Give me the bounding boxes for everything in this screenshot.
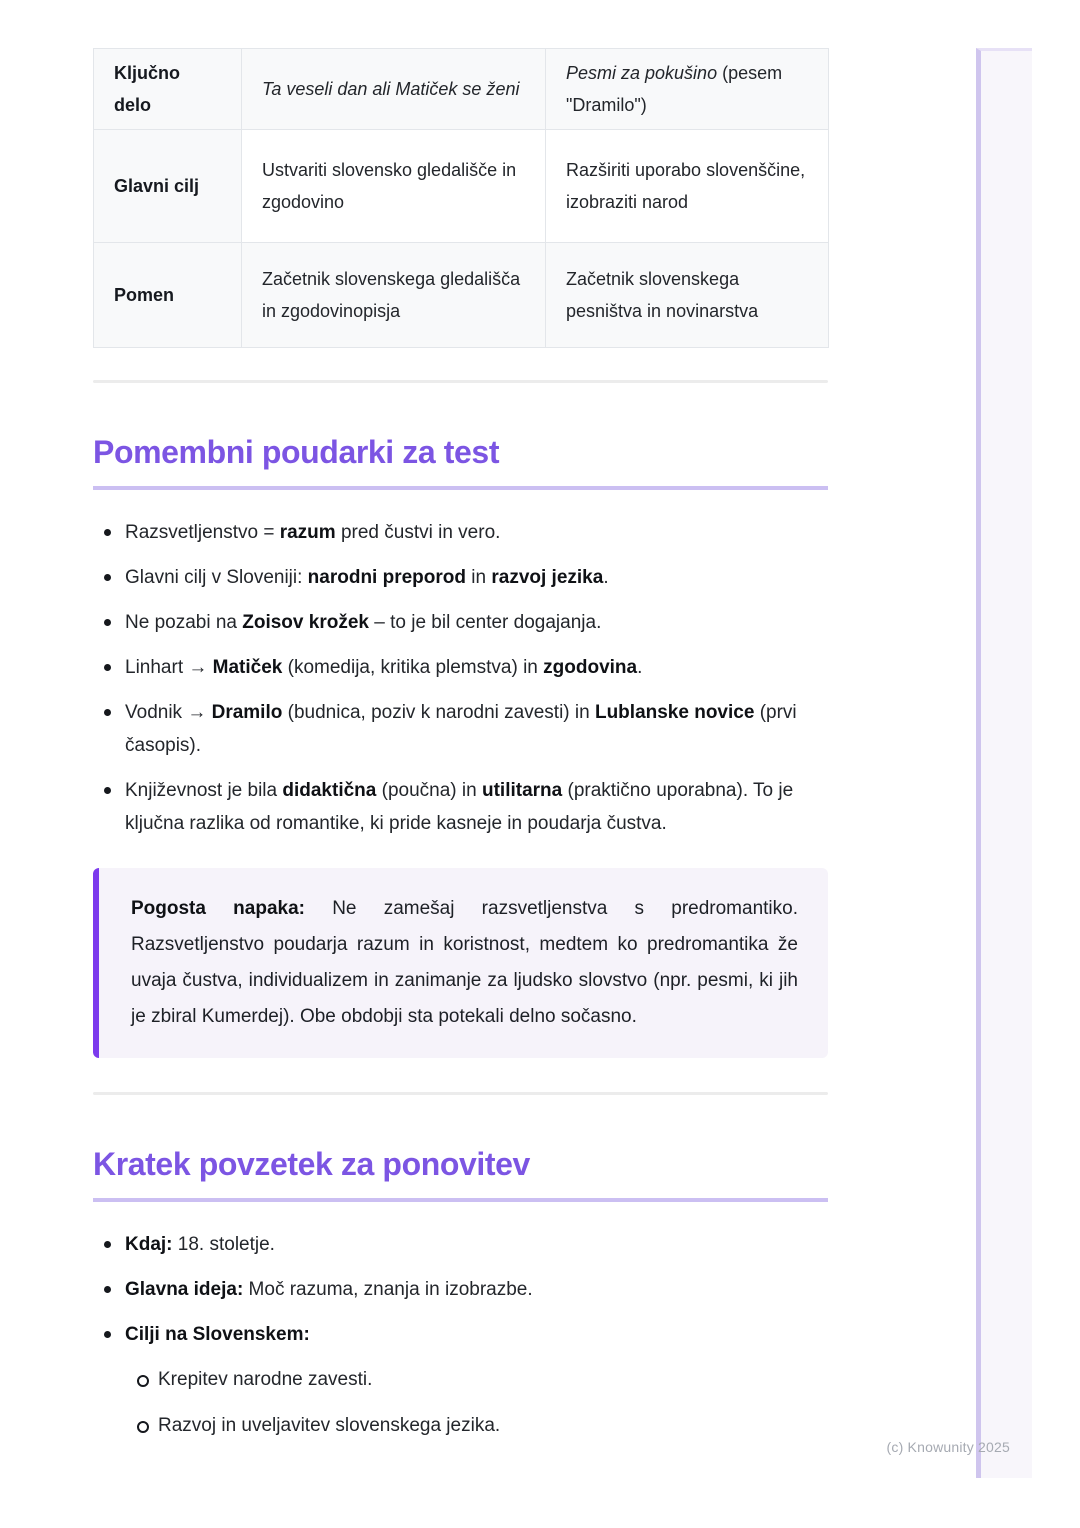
copyright-watermark: (c) Knowunity 2025 (886, 1439, 1010, 1455)
table-row (94, 243, 829, 348)
section-divider (93, 380, 828, 383)
bullet-list (93, 516, 828, 840)
list-item: Glavni cilj v Sloveniji: narodni preporod in razvoj jezika. (93, 561, 828, 594)
table-cell: Začetnik slovenskega gledališča in zgodovinopisja (242, 243, 546, 348)
list-item: Glavna ideja: Moč razuma, znanja in izobrazbe. (93, 1273, 828, 1306)
sub-list-item: Krepitev narodne zavesti. (93, 1363, 828, 1396)
adjacent-page-edge (976, 48, 1032, 1478)
callout-text: Pogosta napaka: Ne zamešaj razsvetljenstva s predromantiko. Razsvetljenstvo poudarja razum in koristnost, medtem ko predromantika že uvaja čustva, individualizem in zanimanje za ljudsko slovstvo (npr. pesmi, ki jih je zbiral Kumerdej). Obe obdobji sta potekali delno sočasno. (131, 898, 798, 1027)
page-content (93, 48, 828, 1455)
bullet-list (93, 1228, 828, 1442)
section-divider (93, 1092, 828, 1095)
row-header-cell: Pomen (94, 243, 242, 348)
sub-list-item: Razvoj in uveljavitev slovenskega jezika. (93, 1409, 828, 1442)
table-cell: Začetnik slovenskega pesništva in novinarstva (546, 243, 829, 348)
list-item: Kdaj: 18. stoletje. (93, 1228, 828, 1261)
list-item: Razsvetljenstvo = razum pred čustvi in vero. (93, 516, 828, 549)
table-cell: Pesmi za pokušino (pesem "Dramilo") (546, 49, 829, 130)
table-cell: Ta veseli dan ali Matiček se ženi (242, 49, 546, 130)
row-header-cell: Glavni cilj (94, 130, 242, 243)
table-cell: Razširiti uporabo slovenščine, izobraziti narod (546, 130, 829, 243)
table-row (94, 49, 829, 130)
section-title-summary: Kratek povzetek za ponovitev (93, 1145, 828, 1202)
comparison-table (93, 48, 829, 348)
list-item: Cilji na Slovenskem: (93, 1318, 828, 1351)
list-item: Linhart → Matiček (komedija, kritika plemstva) in zgodovina. (93, 651, 828, 684)
list-item: Ne pozabi na Zoisov krožek – to je bil center dogajanja. (93, 606, 828, 639)
table-row (94, 130, 829, 243)
common-mistake-callout (93, 868, 828, 1058)
table-cell: Ustvariti slovensko gledališče in zgodovino (242, 130, 546, 243)
row-header-cell: Ključno delo (94, 49, 242, 130)
section-title-test-highlights: Pomembni poudarki za test (93, 433, 828, 490)
list-item: Književnost je bila didaktična (poučna) in utilitarna (praktično uporabna). To je ključna razlika od romantike, ki pride kasneje in poudarja čustva. (93, 774, 828, 840)
list-item: Vodnik → Dramilo (budnica, poziv k narodni zavesti) in Lublanske novice (prvi časopis). (93, 696, 828, 762)
sub-bullet-list (93, 1363, 828, 1442)
